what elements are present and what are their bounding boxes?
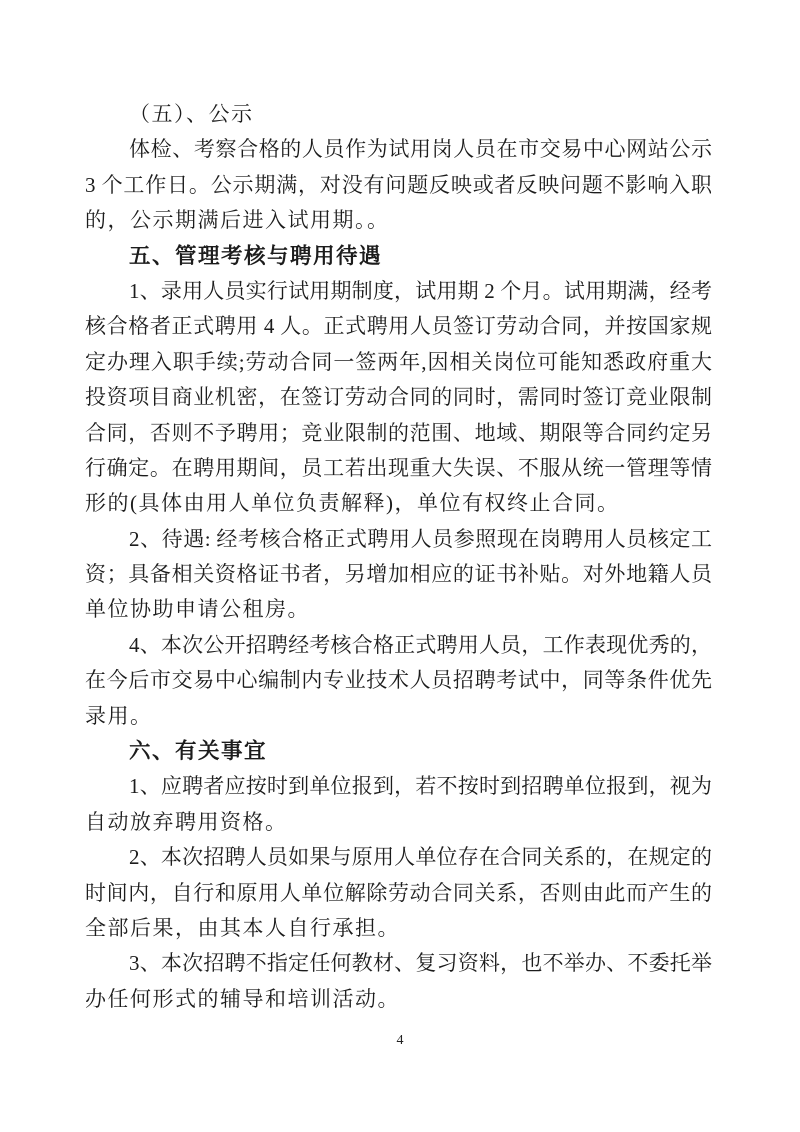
paragraph-line: 时间内，自行和原用人单位解除劳动合同关系，否则由此而产生的 bbox=[85, 880, 712, 905]
paragraph-line: 核合格者正式聘用 4 人。正式聘用人员签订劳动合同，并按国家规 bbox=[85, 314, 712, 339]
paragraph-line: 办任何形式的辅导和培训活动。 bbox=[85, 986, 400, 1011]
paragraph-line: 2、待遇: 经考核合格正式聘用人员参照现在岗聘用人员核定工 bbox=[129, 526, 712, 551]
paragraph-line: 资；具备相关资格证书者，另增加相应的证书补贴。对外地籍人员 bbox=[85, 562, 712, 587]
paragraph-line: 投资项目商业机密，在签订劳动合同的同时，需同时签订竞业限制 bbox=[85, 385, 712, 410]
section-heading-5: 五、管理考核与聘用待遇 bbox=[129, 243, 383, 269]
paragraph-line: 2、本次招聘人员如果与原用人单位存在合同关系的，在规定的 bbox=[129, 845, 712, 870]
paragraph-line: 定办理入职手续;劳动合同一签两年,因相关岗位可能知悉政府重大 bbox=[85, 349, 712, 374]
paragraph-line: 4、本次公开招聘经考核合格正式聘用人员，工作表现优秀的， bbox=[129, 632, 712, 657]
paragraph-line: 在今后市交易中心编制内专业技术人员招聘考试中，同等条件优先 bbox=[85, 668, 712, 693]
paragraph-line: 录用。 bbox=[85, 703, 153, 728]
paragraph-line: 3 个工作日。公示期满，对没有问题反映或者反映问题不影响入职 bbox=[85, 172, 712, 197]
paragraph-line: 体检、考察合格的人员作为试用岗人员在市交易中心网站公示 bbox=[129, 137, 712, 162]
paragraph-line: 自动放弃聘用资格。 bbox=[85, 809, 288, 834]
paragraph-line: 单位协助申请公租房。 bbox=[85, 597, 310, 622]
paragraph-line: 1、录用人员实行试用期制度，试用期 2 个月。试用期满，经考 bbox=[129, 278, 712, 303]
page-number: 4 bbox=[396, 1033, 404, 1048]
paragraph-line: 合同，否则不予聘用；竞业限制的范围、地域、期限等合同约定另 bbox=[85, 420, 712, 445]
paragraph-line: 行确定。在聘用期间，员工若出现重大失误、不服从统一管理等情 bbox=[85, 455, 712, 480]
subsection-heading-public-notice: （五）、公示 bbox=[129, 102, 254, 126]
document-body bbox=[85, 97, 712, 1017]
paragraph-line: 3、本次招聘不指定任何教材、复习资料，也不举办、不委托举 bbox=[129, 951, 712, 976]
paragraph-line: 1、应聘者应按时到单位报到，若不按时到招聘单位报到，视为 bbox=[129, 774, 712, 799]
paragraph-line: 形的(具体由用人单位负责解释)，单位有权终止合同。 bbox=[85, 491, 620, 516]
section-heading-6: 六、有关事宜 bbox=[129, 739, 268, 765]
paragraph-line: 全部后果，由其本人自行承担。 bbox=[85, 915, 400, 940]
paragraph-line: 的，公示期满后进入试用期。。 bbox=[85, 208, 390, 233]
